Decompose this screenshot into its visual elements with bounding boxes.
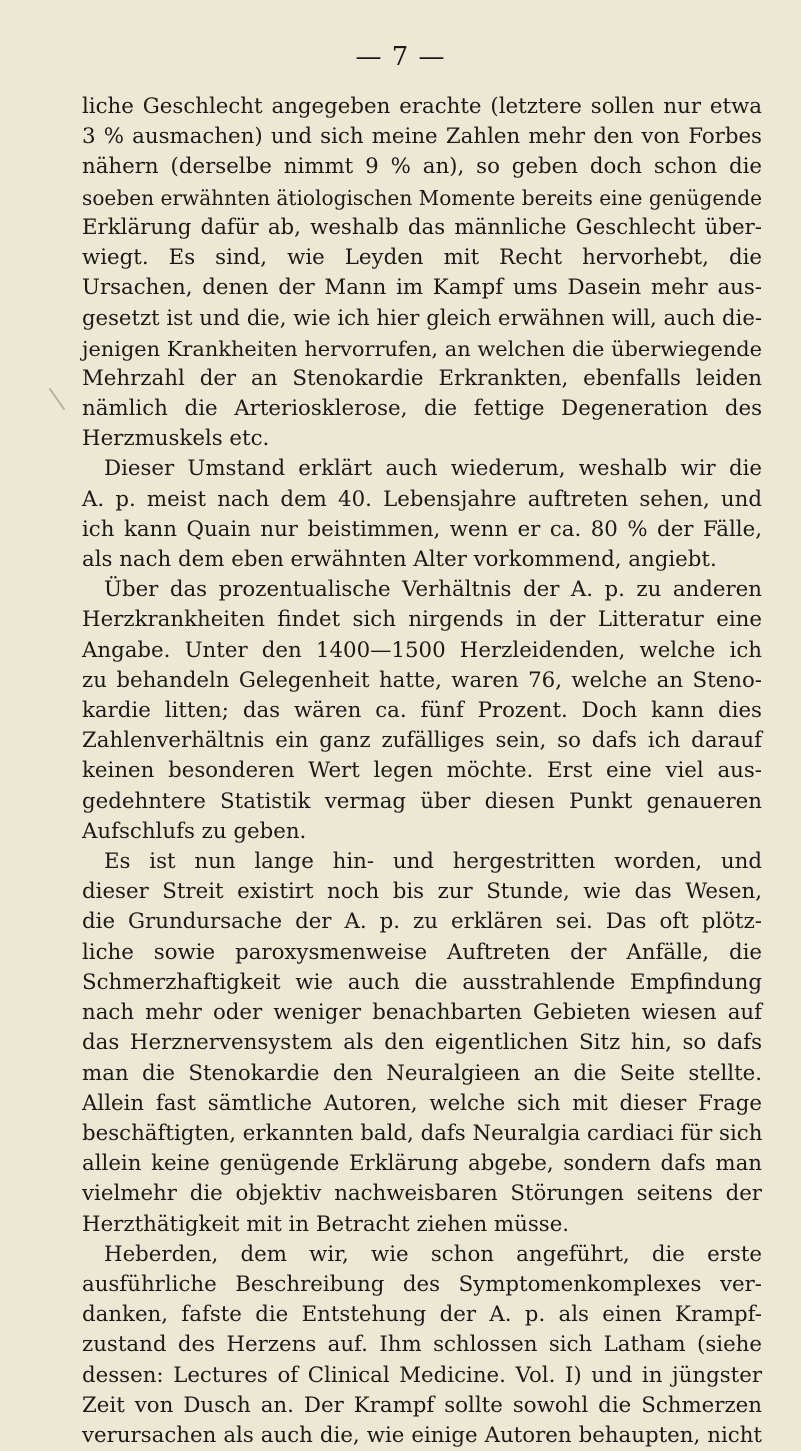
text-line: Angabe. Unter den 1400—1500 Herzleidenden, welche ich: [82, 637, 762, 663]
text-line: gedehntere Statistik vermag über diesen Punkt genaueren: [82, 788, 762, 814]
text-line: Erklärung dafür ab, weshalb das männliche Geschlecht über-: [82, 214, 762, 240]
text-line: wiegt. Es sind, wie Leyden mit Recht hervorhebt, die: [82, 245, 762, 271]
margin-mark: [49, 388, 66, 410]
text-line: jenigen Krankheiten hervorrufen, an welchen die überwiegende: [82, 336, 762, 361]
text-line: liche sowie paroxysmenweise Auftreten der Anfälle, die: [82, 939, 762, 965]
text-line: vielmehr die objektiv nachweisbaren Störungen seitens der: [82, 1181, 762, 1207]
text-line: zu behandeln Gelegenheit hatte, waren 76, welche an Steno-: [82, 667, 762, 693]
text-line: allein keine genügende Erklärung abgebe, sondern dafs man: [82, 1151, 762, 1177]
text-line: Aufschlufs zu geben.: [82, 818, 307, 844]
text-line: ich kann Quain nur beistimmen, wenn er ca. 80 % der Fälle,: [82, 516, 762, 542]
text-line: dieser Streit existirt noch bis zur Stunde, wie das Wesen,: [82, 879, 762, 905]
text-line: Es ist nun lange hin- und hergestritten worden, und: [104, 849, 762, 875]
text-line: nach mehr oder weniger benachbarten Gebieten wiesen auf: [82, 1000, 762, 1026]
text-line: Herzmuskels etc.: [82, 426, 270, 452]
text-line: nähern (derselbe nimmt 9 % an), so geben doch schon die: [82, 154, 762, 180]
text-line: dessen: Lectures of Clinical Medicine. Vol. I) und in jüngster: [82, 1362, 762, 1388]
text-line: Herzkrankheiten findet sich nirgends in der Litteratur eine: [82, 607, 762, 633]
text-line: zustand des Herzens auf. Ihm schlossen sich Latham (siehe: [82, 1332, 762, 1358]
text-line: Zeit von Dusch an. Der Krampf sollte sowohl die Schmerzen: [82, 1392, 762, 1418]
text-line: gesetzt ist und die, wie ich hier gleich erwähnen will, auch die-: [82, 305, 762, 331]
text-line: 3 % ausmachen) und sich meine Zahlen mehr den von Forbes: [82, 124, 762, 150]
text-line: Ursachen, denen der Mann im Kampf ums Dasein mehr aus-: [82, 275, 762, 301]
body-text: [82, 92, 762, 1451]
text-line: Über das prozentualische Verhältnis der A. p. zu anderen: [104, 577, 762, 603]
text-line: keinen besonderen Wert legen möchte. Erst eine viel aus-: [82, 758, 762, 784]
text-line: ausführliche Beschreibung des Symptomenkomplexes ver-: [82, 1271, 762, 1297]
text-line: Mehrzahl der an Stenokardie Erkrankten, ebenfalls leiden: [82, 365, 762, 391]
text-line: die Grundursache der A. p. zu erklären sei. Das oft plötz-: [82, 909, 762, 935]
text-line: als nach dem eben erwähnten Alter vorkommend, angiebt.: [82, 547, 717, 573]
text-line: Allein fast sämtliche Autoren, welche sich mit dieser Frage: [82, 1090, 762, 1116]
text-line: Heberden, dem wir, wie schon angeführt, die erste: [104, 1241, 762, 1267]
text-line: liche Geschlecht angegeben erachte (letztere sollen nur etwa: [82, 94, 762, 119]
text-line: Herzthätigkeit mit in Betracht ziehen müsse.: [82, 1211, 570, 1237]
text-line: danken, fafste die Entstehung der A. p. als einen Krampf-: [82, 1302, 762, 1328]
text-line: man die Stenokardie den Neuralgieen an die Seite stellte.: [82, 1060, 762, 1086]
text-line: soeben erwähnten ätiologischen Momente bereits eine genügende: [82, 185, 762, 210]
page-number: — 7 —: [355, 42, 446, 72]
text-line: Zahlenverhältnis ein ganz zufälliges sein, so dafs ich darauf: [82, 728, 762, 754]
text-line: Schmerzhaftigkeit wie auch die ausstrahlende Empfindung: [82, 969, 762, 995]
text-line: verursachen als auch die, wie einige Autoren behaupten, nicht: [82, 1422, 762, 1448]
text-line: das Herznervensystem als den eigentlichen Sitz hin, so dafs: [82, 1030, 762, 1056]
text-line: Dieser Umstand erklärt auch wiederum, weshalb wir die: [104, 456, 762, 482]
text-line: kardie litten; das wären ca. fünf Prozent. Doch kann dies: [82, 698, 762, 724]
text-line: A. p. meist nach dem 40. Lebensjahre auftreten sehen, und: [82, 486, 762, 512]
text-line: beschäftigten, erkannten bald, dafs Neuralgia cardiaci für sich: [82, 1120, 763, 1146]
text-line: nämlich die Arteriosklerose, die fettige Degeneration des: [82, 396, 762, 422]
